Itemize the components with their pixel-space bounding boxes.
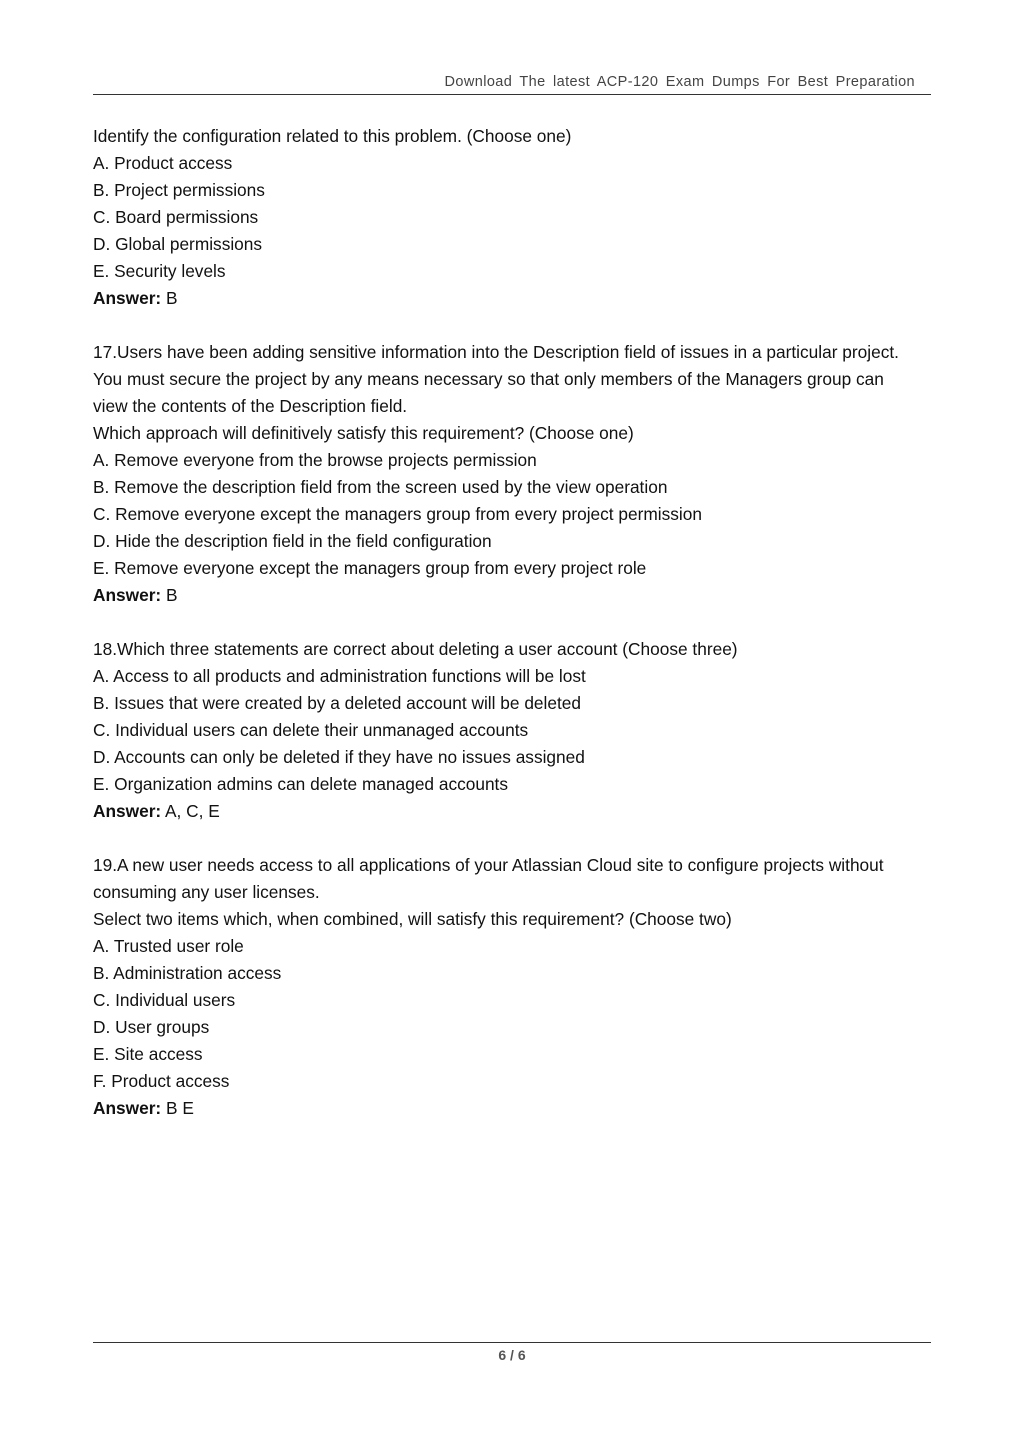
answer-value: B bbox=[161, 585, 178, 605]
page-number: 6 / 6 bbox=[498, 1347, 526, 1363]
answer-value: A, C, E bbox=[161, 801, 220, 821]
option-d: D. User groups bbox=[93, 1017, 210, 1037]
option-d: D. Accounts can only be deleted if they have no issues assigned bbox=[93, 747, 585, 767]
option-b: B. Issues that were created by a deleted account will be deleted bbox=[93, 693, 582, 713]
option-e: E. Security levels bbox=[93, 261, 226, 281]
question-text: 18.Which three statements are correct about deleting a user account (Choose three) bbox=[93, 639, 738, 659]
question-17 bbox=[93, 339, 943, 609]
option-a: A. Product access bbox=[93, 153, 233, 173]
spacer bbox=[93, 609, 943, 636]
option-b: B. Remove the description field from the screen used by the view operation bbox=[93, 477, 668, 497]
document-body bbox=[93, 123, 943, 1122]
option-e: E. Site access bbox=[93, 1044, 203, 1064]
question-text: Select two items which, when combined, will satisfy this requirement? (Choose two) bbox=[93, 909, 732, 929]
answer-line bbox=[93, 798, 943, 825]
spacer bbox=[93, 312, 943, 339]
option-a: A. Remove everyone from the browse projects permission bbox=[93, 450, 537, 470]
question-16 bbox=[93, 123, 943, 312]
answer-label: Answer: bbox=[93, 801, 162, 821]
option-b: B. Administration access bbox=[93, 963, 282, 983]
option-f: F. Product access bbox=[93, 1071, 230, 1091]
question-text: consuming any user licenses. bbox=[93, 882, 320, 902]
spacer bbox=[93, 825, 943, 852]
option-e: E. Remove everyone except the managers group from every project role bbox=[93, 558, 647, 578]
answer-value: B E bbox=[161, 1098, 194, 1118]
option-e: E. Organization admins can delete managed accounts bbox=[93, 774, 509, 794]
answer-line bbox=[93, 582, 943, 609]
page-footer bbox=[93, 1342, 931, 1363]
question-text: You must secure the project by any means necessary so that only members of the Managers group can bbox=[93, 369, 884, 389]
option-d: D. Hide the description field in the field configuration bbox=[93, 531, 492, 551]
question-text: 19.A new user needs access to all applications of your Atlassian Cloud site to configure projects without bbox=[93, 855, 884, 875]
answer-value: B bbox=[161, 288, 178, 308]
answer-label: Answer: bbox=[93, 1098, 162, 1118]
option-c: C. Individual users bbox=[93, 990, 236, 1010]
option-a: A. Trusted user role bbox=[93, 936, 244, 956]
question-text: view the contents of the Description field. bbox=[93, 396, 408, 416]
page-header bbox=[93, 72, 931, 95]
option-c: C. Remove everyone except the managers group from every project permission bbox=[93, 504, 702, 524]
answer-label: Answer: bbox=[93, 288, 162, 308]
answer-line bbox=[93, 285, 943, 312]
option-b: B. Project permissions bbox=[93, 180, 265, 200]
option-a: A. Access to all products and administration functions will be lost bbox=[93, 666, 586, 686]
answer-label: Answer: bbox=[93, 585, 162, 605]
option-c: C. Individual users can delete their unmanaged accounts bbox=[93, 720, 529, 740]
question-text: Which approach will definitively satisfy this requirement? (Choose one) bbox=[93, 423, 634, 443]
option-c: C. Board permissions bbox=[93, 207, 259, 227]
header-title: Download The latest ACP-120 Exam Dumps For Best Preparation bbox=[444, 74, 915, 90]
question-text: Identify the configuration related to this problem. (Choose one) bbox=[93, 126, 572, 146]
option-d: D. Global permissions bbox=[93, 234, 263, 254]
question-text: 17.Users have been adding sensitive information into the Description field of issues in a particular project. bbox=[93, 342, 899, 362]
answer-line bbox=[93, 1095, 943, 1122]
question-19 bbox=[93, 852, 943, 1122]
question-18 bbox=[93, 636, 943, 825]
